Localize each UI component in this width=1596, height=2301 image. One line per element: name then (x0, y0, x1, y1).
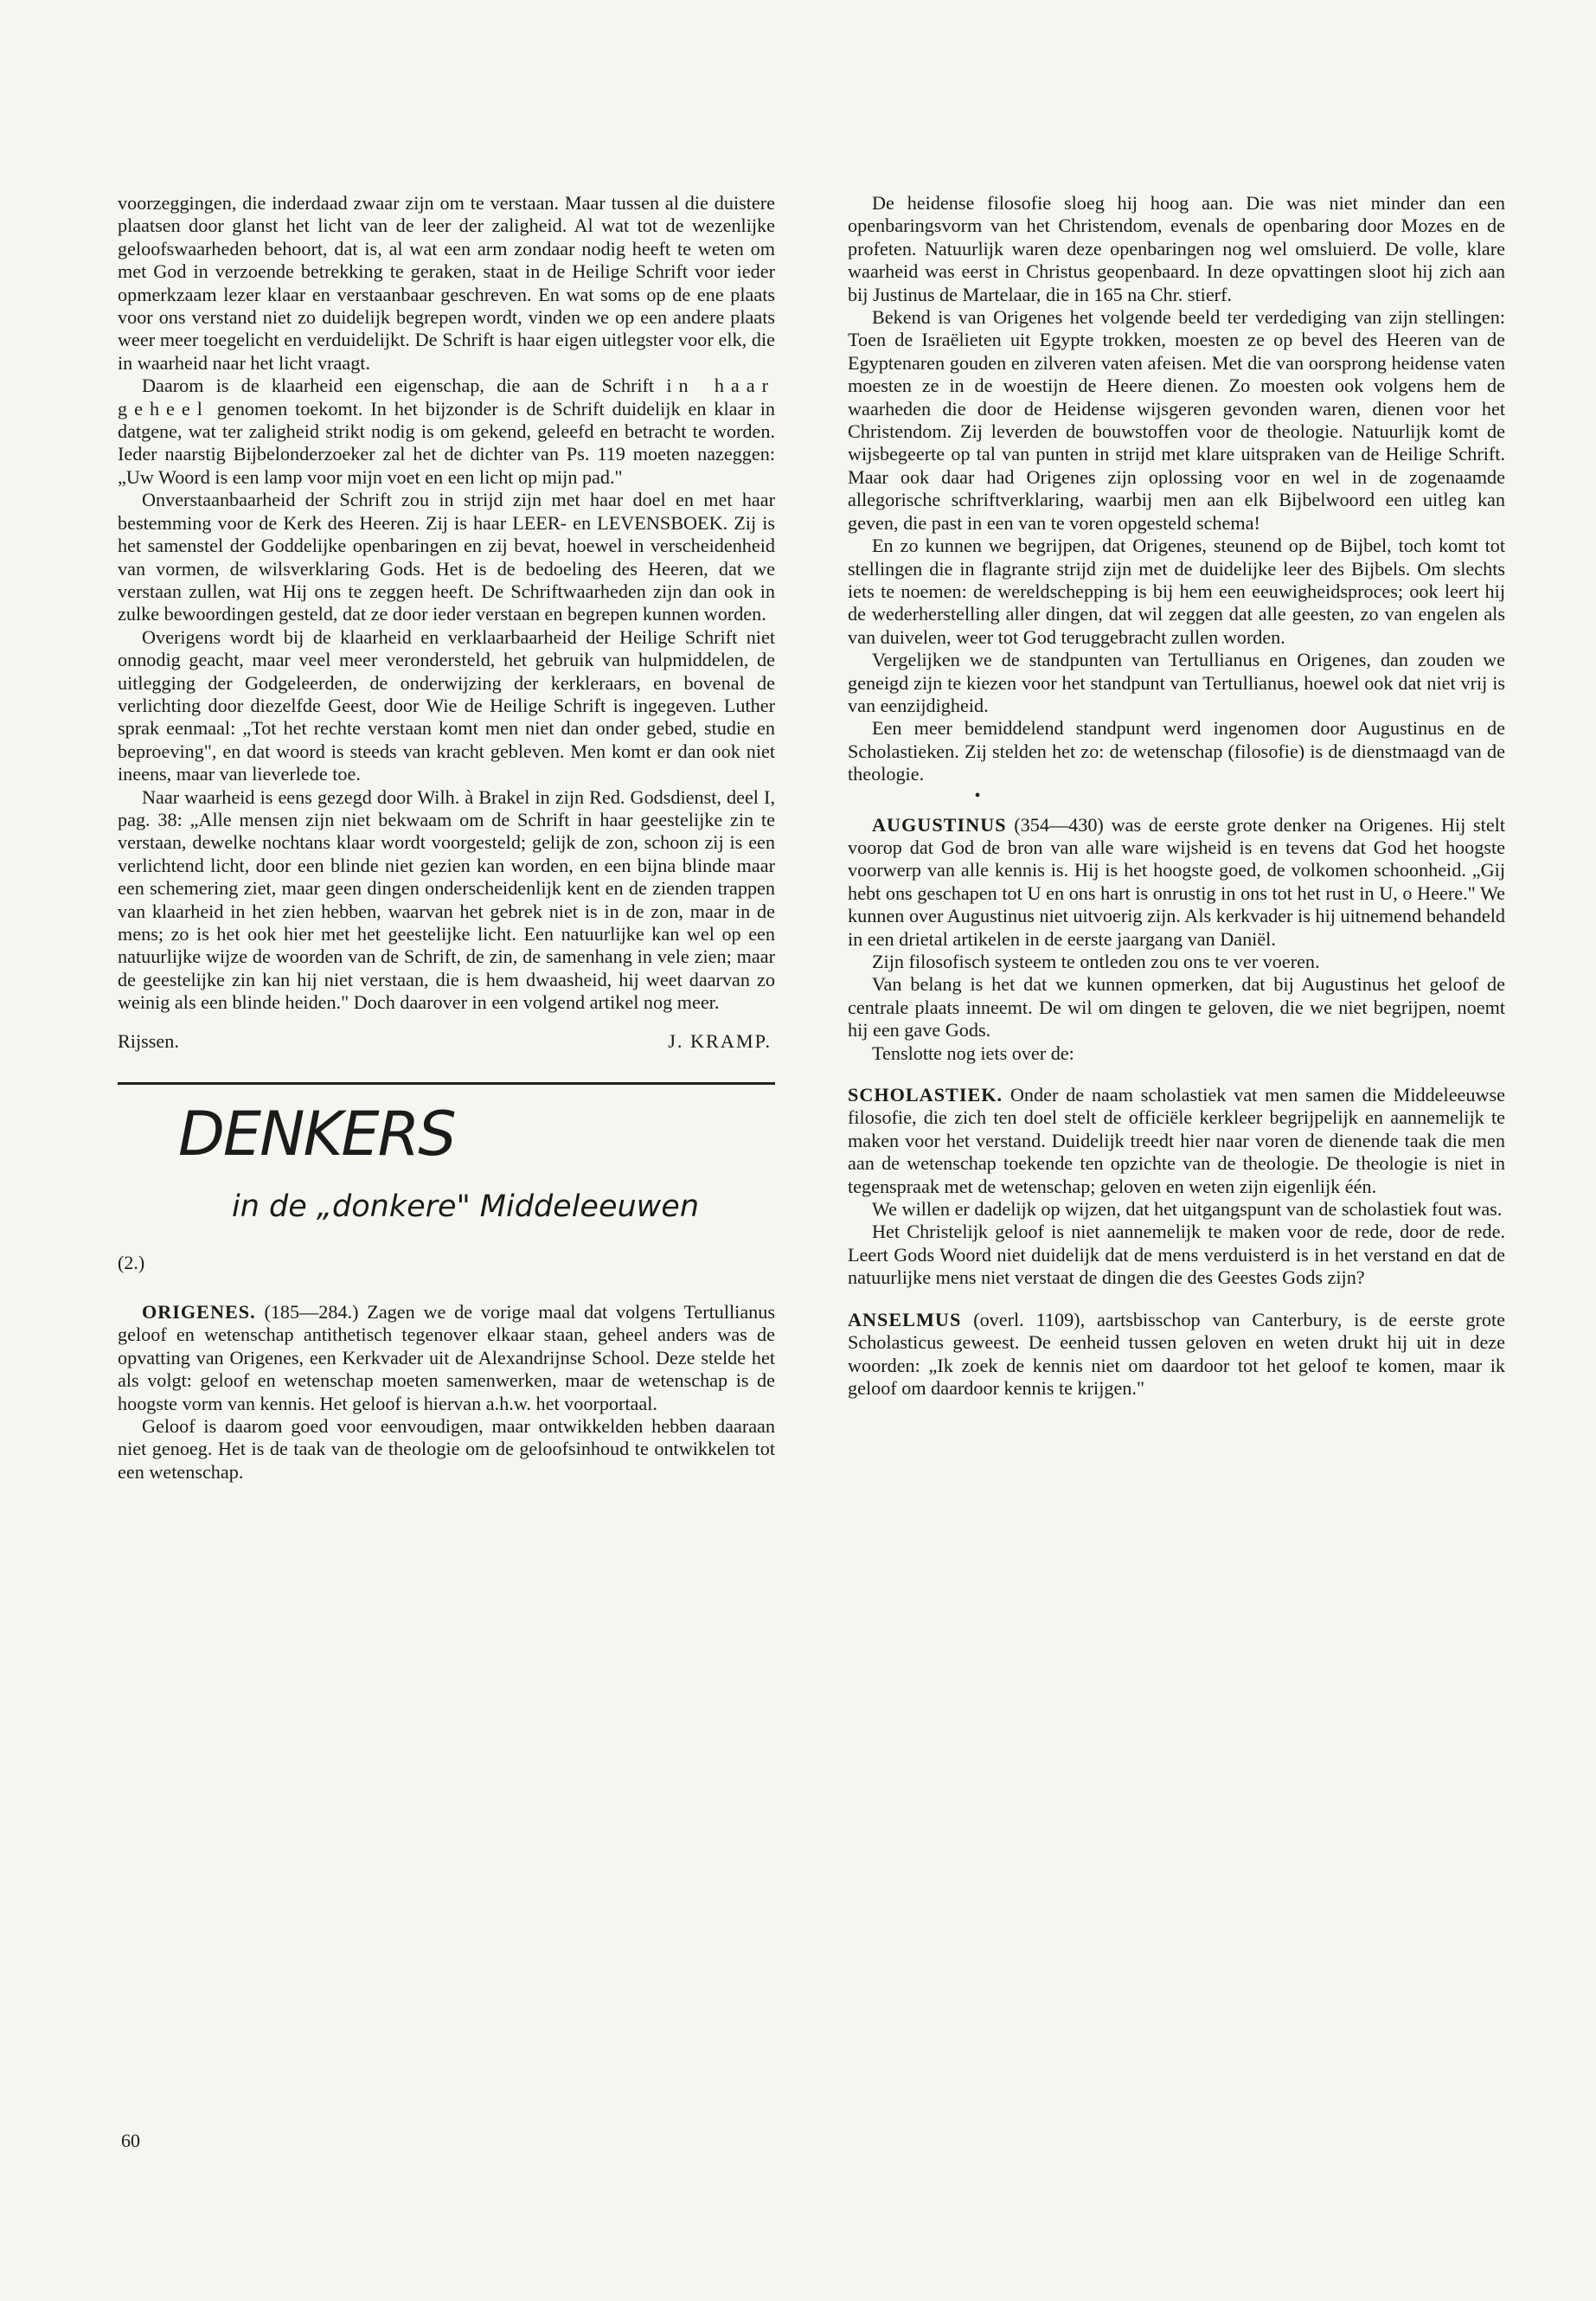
text-run: Onder de naam scholastiek vat men samen die Middeleeuwse filosofie, die zich ten doel stelt de officiële kerkleer begrijpelijk en aannemelijk te maken voor het verstand. Duidelijk treedt hier naar voren de dienende taak die men aan de wetenschap toekende ten opzichte van de theologie. De theologie is niet in tegenspraak met de wetenschap; geloven en weten zijn eigenlijk één. (848, 1084, 1505, 1197)
spacer (848, 1290, 1505, 1309)
paragraph-origenes (118, 1301, 775, 1415)
paragraph: We willen er dadelijk op wijzen, dat het uitgangspunt van de scholastiek fout was. (872, 1198, 1503, 1221)
left-column (118, 192, 775, 1484)
section-heading: ORIGENES. (142, 1301, 256, 1324)
paragraph: Overigens wordt bij de klaarheid en verklaarbaarheid der Heilige Schrift niet onnodig geacht, maar veel meer verondersteld, het gebruik van hulpmiddelen, de uitlegging der Godgeleerden, de onderwijzing der kerkleraars, en bovenal de verlichting door diezelfde Geest, door Wie de Heilige Schrift is ingegeven. Luther sprak eenmaal: „Tot het rechte verstaan komt men niet dan onder gebed, studie en beproeving", en dat woord is steeds van kracht gebleven. Men komt er dan ook niet ineens, maar van lieverlede toe. (118, 625, 775, 785)
signature (118, 1030, 775, 1053)
paragraph: En zo kunnen we begrijpen, dat Origenes, steunend op de Bijbel, toch komt tot stellingen die in flagrante strijd zijn met de duidelijke leer des Bijbels. Om slechts iets te noemen: de wereldschepping is bij hem een eeuwigheidsproces; ook leert hij de wederherstelling aller dingen, dat wil zeggen dat alle geesten, zo van engelen als van duivelen, weer tot God teruggebracht zullen worden. (848, 535, 1505, 648)
paragraph: Naar waarheid is eens gezegd door Wilh. à Brakel in zijn Red. Godsdienst, deel I, pag. 38: „Alle mensen zijn niet bekwaam om de Schrift in haar geestelijke zin te verstaan, dewelke nochtans klaar wordt voorgesteld; gelijk de zon, schoon zij is een verlichtend licht, door een blinde niet gezien kan worden, en een bijna blinde maar een schemering ziet, maar geen dingen onderscheidenlijk kent en de zienden trappen van klaarheid in het zien hebben, waarvan het gebrek niet is in de zon, maar in de mens; zo is het ook hier met het geestelijke licht. Een natuurlijke kan wel op een natuurlijke wijze de woorden van de Schrift, de zin, de samenhang in vele zien; maar de geestelijke zin kan hij niet verstaan, die is hem dwaasheid, hij weet daarvan zo weinig als een blinde heiden." Doch daarover in een volgend artikel nog meer. (118, 785, 775, 1014)
text-run: genomen toekomt. In het bijzonder is de Schrift duidelijk en klaar in datgene, wat ter zaligheid strikt nodig is om gekend, geleefd en betracht te worden. Ieder naarstig Bijbelonderzoeker zal het de dichter van Ps. 119 moeten nazeggen: „Uw Woord is een lamp voor mijn voet en een licht op mijn pad." (118, 397, 775, 488)
text-run: (overl. 1109), aartsbisschop van Canterbury, is de eerste grote Scholasticus geweest. De eenheid tussen geloven en weten drukt hij uit in deze woorden: „Ik zoek de kennis niet om daardoor tot het geloof te komen, maar ik geloof om daardoor kennis te krijgen." (848, 1308, 1506, 1399)
signature-author: J. KRAMP. (668, 1029, 772, 1052)
paragraph: Bekend is van Origenes het volgende beeld ter verdediging van zijn stellingen: Toen de Israëlieten uit Egypte trokken, moesten ze op bevel des Heeren van de Egyptenaren gouden en zilveren vaten afeisen. Met die van oorsprong heidense vaten moesten ze in de woestijn de Heere dienen. Zo moesten ook volgens hem de waarheden die door de Heidense wijsgeren gevonden waren, dienen voor het Christendom. Zij leverden de bouwstoffen voor de theologie. Natuurlijk komt de wijsbegeerte op tal van punten in strijd met klare uitspraken van de Heilige Schrift. Maar ook daar had Origenes zijn oplossing voor en wel in de zogenaamde allegorische schriftverklaring, waarbij men aan elk Bijbelwoord een uitleg kan geven, die past in een van te voren opgesteld schema! (848, 306, 1505, 534)
paragraph: Onverstaanbaarheid der Schrift zou in strijd zijn met haar doel en met haar bestemming voor de Kerk des Heeren. Zij is haar LEER- en LEVENSBOEK. Zij is het samenstel der Goddelijke openbaringen en zij bevat, hoewel in verscheidenheid van vormen, de wilsverklaring Gods. Het is de bedoeling des Heeren, dat we verstaan zullen, wat Hij ons te zeggen heeft. De Schriftwaarheden zijn dan ook in zulke bewoordingen gesteld, dat ze door ieder verstaan en begrepen kunnen worden. (118, 489, 775, 625)
article-title-block (118, 1085, 775, 1301)
paragraph: Vergelijken we de standpunten van Tertullianus en Origenes, dan zouden we geneigd zijn te kiezen voor het standpunt van Tertullianus, hoewel ook dat niet vrij is van eenzijdigheid. (848, 649, 1505, 716)
paragraph-anselmus (848, 1309, 1505, 1400)
paragraph-klaarheid (118, 375, 775, 489)
article-subtitle: in de „donkere" Middeleeuwen (232, 1189, 700, 1225)
section-heading: AUGUSTINUS (872, 813, 1007, 836)
paragraph: Tenslotte nog iets over de: (872, 1042, 1074, 1064)
paragraph-scholastiek (848, 1084, 1505, 1198)
page-number: 60 (121, 2130, 140, 2151)
paragraph: Een meer bemiddelend standpunt werd ingenomen door Augustinus en de Scholastieken. Zij stelden het zo: de wetenschap (filosofie) is de dienstmaagd van de theologie. (848, 717, 1505, 785)
paragraph: Geloof is daarom goed voor eenvoudigen, maar ontwikkelden hebben daaraan niet genoeg. Het is de taak van de theologie om de geloofsinhoud te ontwikkelen tot een wetenschap. (118, 1415, 775, 1483)
article-title: DENKERS (178, 1099, 455, 1170)
paragraph: Zijn filosofisch systeem te ontleden zou ons te ver voeren. (872, 951, 1320, 972)
text-run: (185—284.) Zagen we de vorige maal dat volgens Tertullianus geloof en wetenschap antithetisch tegenover elkaar staan, geheel anders was de opvatting van Origenes, een Kerkvader uit de Alexandrijnse School. Deze stelde het als volgt: geloof en wetenschap moeten samenwerken, maar de wetenschap is de hoogste vorm van kennis. Het geloof is hiervan a.h.w. het voorportaal. (118, 1301, 776, 1414)
spacer (848, 1065, 1505, 1084)
part-number: (2.) (118, 1252, 145, 1274)
paragraph: Het Christelijk geloof is niet aannemelijk te maken voor de rede, door de rede. Leert Gods Woord niet duidelijk dat de mens verduisterd is in het verstand en dat de natuurlijke mens niet verstaat de dingen die des Geestes Gods zijn? (848, 1221, 1505, 1289)
signature-place: Rijssen. (118, 1029, 179, 1052)
paragraph: Van belang is het dat we kunnen opmerken, dat bij Augustinus het geloof de centrale plaats inneemt. De wil om dingen te geloven, die we niet begrijpen, noemt hij een gave Gods. (848, 973, 1505, 1042)
right-column (848, 192, 1505, 1400)
spaced-emphasis: in haar geheel (118, 375, 776, 420)
paragraph-augustinus (848, 814, 1505, 951)
text-run: (354—430) was de eerste grote denker na Origenes. Hij stelt voorop dat God de bron van alle ware wijsheid is en tevens dat God het hoogste voorwerp van alle kennis is. Hij is het hoogste goed, de volkomen schoonheid. „Gij hebt ons geschapen tot U en ons hart is onrustig in ons tot het rust in U, o Heere." We kunnen over Augustinus niet uitvoerig zijn. Als kerkvader is hij uitnemend behandeld in een drietal artikelen in de eerste jaargang van Daniël. (848, 813, 1505, 950)
text-run: Daarom is de klaarheid een eigenschap, die aan de Schrift (142, 375, 655, 397)
section-heading: SCHOLASTIEK. (848, 1084, 1003, 1106)
ornament-dot: • (974, 785, 981, 805)
paragraph: voorzeggingen, die inderdaad zwaar zijn om te verstaan. Maar tussen al die duistere plaatsen door glanst het licht van de leer der zaligheid. Al wat tot de wezenlijke geloofswaarheden behoort, dat is, al wat een arm zondaar nodig heeft te weten om met God in verzoende betrekking te geraken, staat in de Heilige Schrift voor ieder opmerkzaam lezer klaar en verstaanbaar geschreven. En wat soms op de ene plaats voor ons verstand niet zo duidelijk begrepen wordt, vinden we op een andere plaats weer meer toegelicht en verduidelijkt. De Schrift is haar eigen uitlegster voor elk, die in waarheid naar het licht vraagt. (118, 192, 775, 374)
spacer (848, 800, 1505, 814)
paragraph: De heidense filosofie sloeg hij hoog aan. Die was niet minder dan een openbaringsvorm van het Christendom, evenals de openbaring door Mozes en de profeten. Natuurlijk waren deze openbaringen nog wel omsluierd. De volle, klare waarheid was eerst in Christus geopenbaard. In deze opvattingen sloot hij zich aan bij Justinus de Martelaar, die in 165 na Chr. stierf. (848, 192, 1505, 305)
section-heading: ANSELMUS (848, 1308, 962, 1330)
